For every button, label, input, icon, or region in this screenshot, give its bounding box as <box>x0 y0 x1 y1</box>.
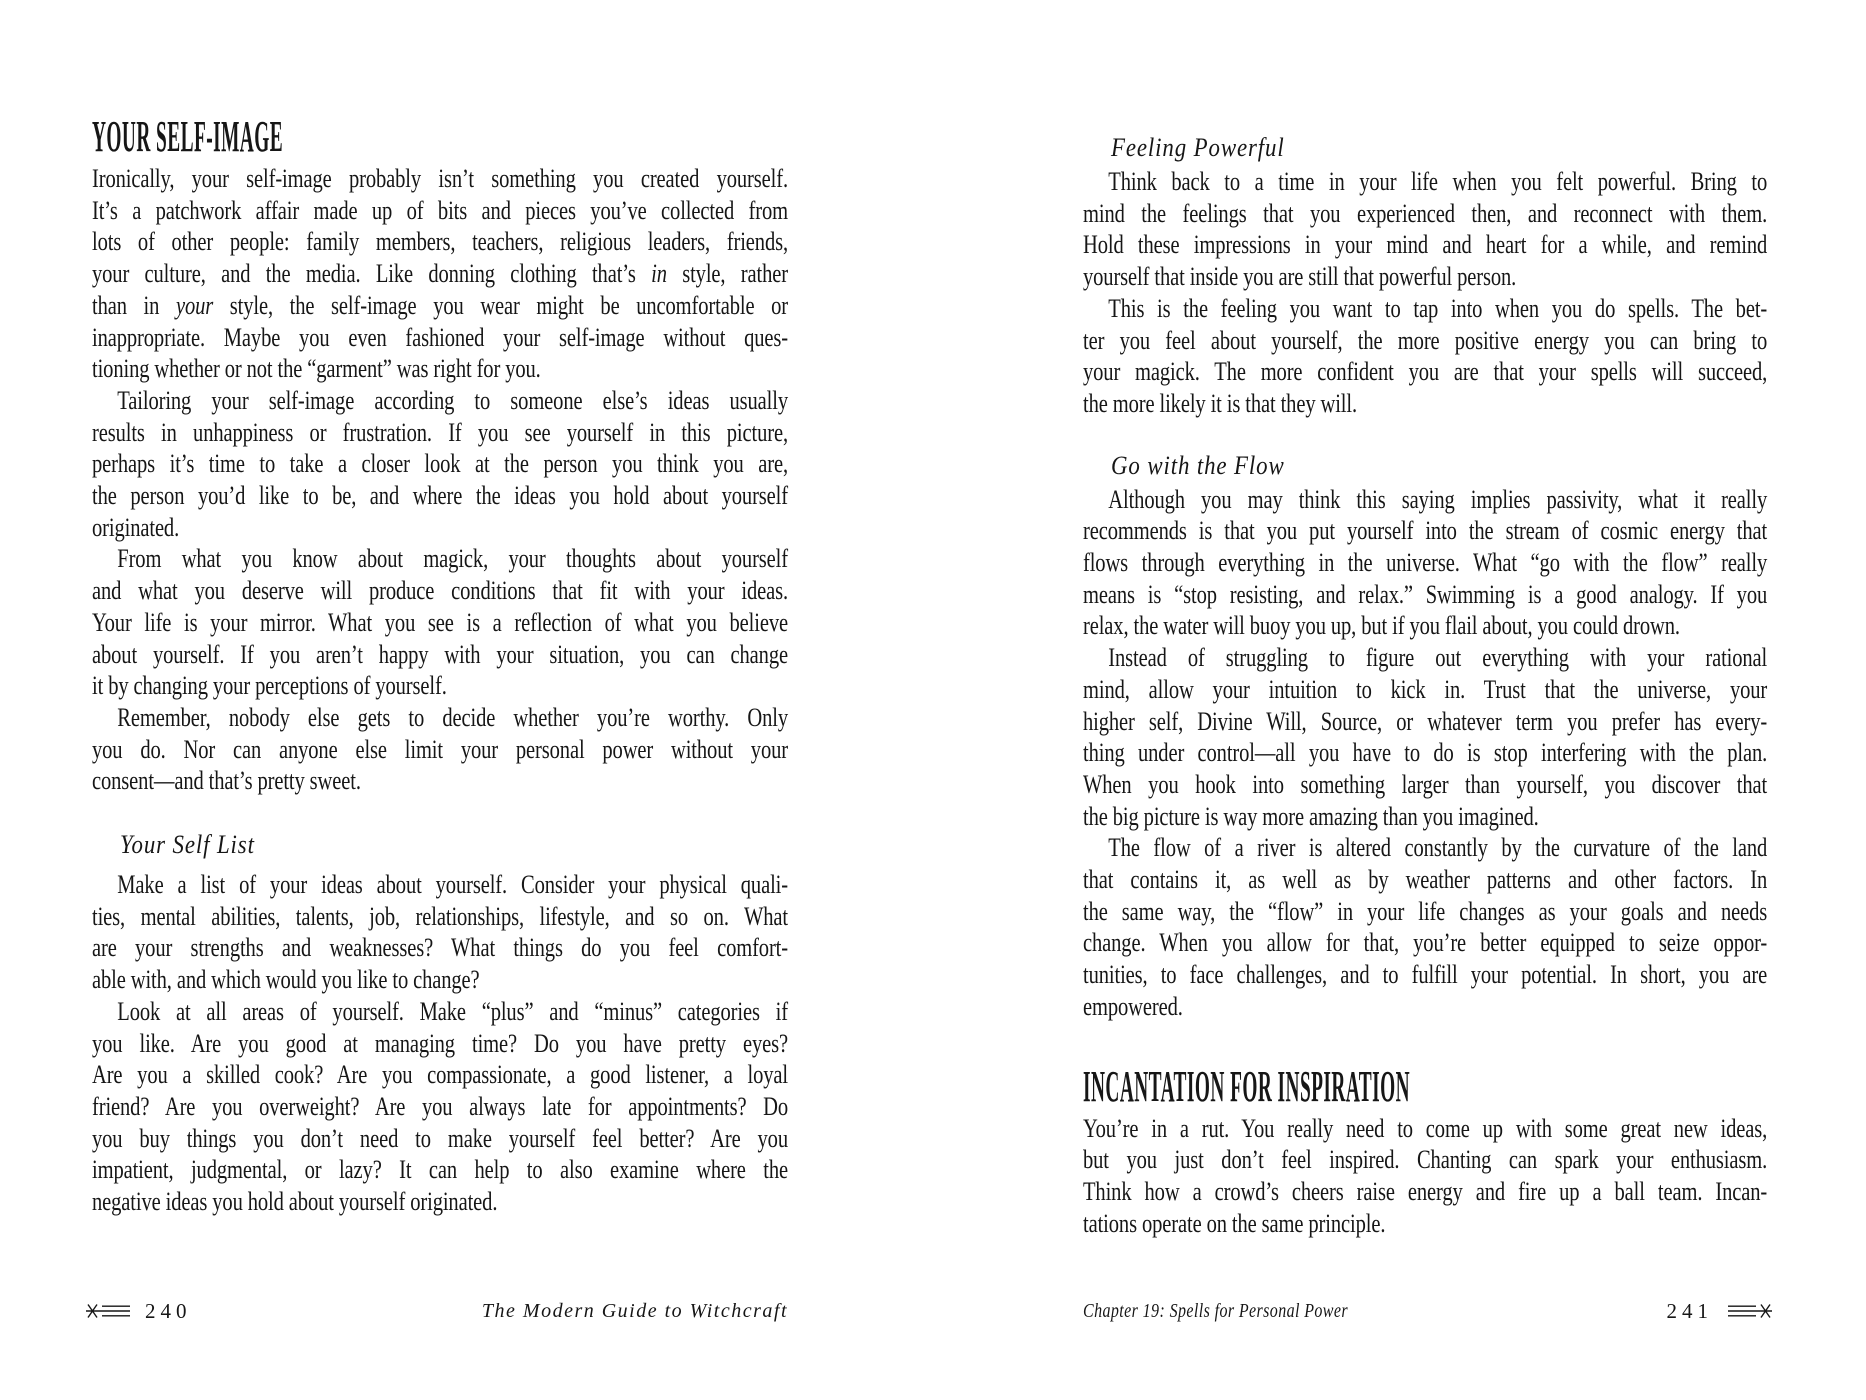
text-line: originated. <box>92 512 180 542</box>
paragraph <box>92 543 973 702</box>
text-line: The flow of a river is altered constantly by the curvature of the land <box>1108 833 1768 863</box>
text-line: thing under control—all you have to do is stop interfering with the plan. <box>1083 738 1768 768</box>
text-line: tations operate on the same principle. <box>1083 1208 1386 1238</box>
text-line: are your strengths and weaknesses? What things do you feel comfort- <box>92 933 788 963</box>
text-line: From what you know about magick, your thoughts about yourself <box>117 544 788 574</box>
text-line: tioning whether or not the “garment” was right for you. <box>92 354 541 384</box>
text-line: than in your style, the self-image you wear might be uncomfortable or <box>92 290 788 320</box>
text-line: Think how a crowd’s cheers raise energy and fire up a ball team. Incan- <box>1083 1176 1768 1206</box>
text-line: Tailoring your self-image according to someone else’s ideas usually <box>117 385 788 415</box>
text-line: Instead of struggling to figure out everything with your rational <box>1108 643 1768 673</box>
subsection-heading-feeling-powerful: Feeling Powerful <box>1111 133 1285 162</box>
text-line: empowered. <box>1083 991 1183 1021</box>
subsection-heading-go-with-the-flow: Go with the Flow <box>1111 450 1285 480</box>
text-line: perhaps it’s time to take a closer look at the person you think you are, <box>92 449 788 479</box>
text-line: change. When you allow for that, you’re better equipped to seize oppor- <box>1083 928 1768 958</box>
arrow-left-ornament-icon <box>85 1303 131 1319</box>
paragraph <box>1083 642 1866 832</box>
page-number-left: 240 <box>145 1298 192 1323</box>
paragraph <box>92 996 973 1218</box>
text-line: negative ideas you hold about yourself originated. <box>92 1187 498 1217</box>
paragraph <box>1083 166 1866 293</box>
right-page-footer <box>1083 1296 1773 1326</box>
paragraph <box>1083 832 1866 1022</box>
arrow-right-ornament-icon <box>1727 1303 1773 1319</box>
paragraph <box>92 385 973 544</box>
text-line: it by changing your perceptions of yourself. <box>92 671 447 701</box>
right-page <box>1083 0 1866 1296</box>
text-line: you like. Are you good at managing time? Do you have pretty eyes? <box>92 1028 788 1058</box>
left-page <box>92 0 973 1296</box>
text-line: results in unhappiness or frustration. If you see yourself in this picture, <box>92 417 788 447</box>
text-line: Think back to a time in your life when you felt powerful. Bring to <box>1108 167 1768 196</box>
text-line: impatient, judgmental, or lazy? It can help to also examine where the <box>92 1155 788 1185</box>
text-line: tunities, to face challenges, and to fulfill your potential. In short, you are <box>1083 960 1768 990</box>
left-page-footer <box>85 1296 788 1326</box>
text-line: means is “stop resisting, and relax.” Swimming is a good analogy. If you <box>1083 579 1768 609</box>
paragraph <box>1083 484 1866 643</box>
text-line: about yourself. If you aren’t happy with your situation, you can change <box>92 639 788 669</box>
text-line: friend? Are you overweight? Are you always late for appointments? Do <box>92 1091 788 1121</box>
text-line: the same way, the “flow” in your life changes as your goals and needs <box>1083 896 1768 926</box>
right-footer-group <box>1667 1299 1774 1324</box>
text-line: Hold these impressions in your mind and heart for a while, and remind <box>1083 230 1768 260</box>
text-line: yourself that inside you are still that powerful person. <box>1083 262 1517 292</box>
text-line: the big picture is way more amazing than you imagined. <box>1083 801 1539 831</box>
text-line: consent—and that’s pretty sweet. <box>92 766 361 796</box>
chapter-title: Chapter 19: Spells for Personal Power <box>1083 1299 1349 1322</box>
text-line: higher self, Divine Will, Source, or whatever term you prefer has every- <box>1083 706 1768 736</box>
text-line: Ironically, your self-image probably isn’t something you created yourself. <box>92 164 788 193</box>
paragraph <box>1083 293 1866 420</box>
text-line: Your life is your mirror. What you see is a reflection of what you believe <box>92 607 788 637</box>
text-line: Make a list of your ideas about yourself. Consider your physical quali- <box>117 870 788 900</box>
text-line: that contains it, as well as by weather patterns and other factors. In <box>1083 865 1768 895</box>
text-line: Are you a skilled cook? Are you compassionate, a good listener, a loyal <box>92 1060 788 1090</box>
paragraph <box>92 702 973 797</box>
text-line: able with, and which would you like to change? <box>92 965 480 995</box>
text-line: You’re in a rut. You really need to come up with some great new ideas, <box>1083 1113 1768 1143</box>
left-footer-group <box>85 1299 192 1324</box>
text-line: you buy things you don’t need to make yourself feel better? Are you <box>92 1123 788 1153</box>
text-line: you do. Nor can anyone else limit your personal power without your <box>92 734 788 764</box>
text-line: This is the feeling you want to tap into when you do spells. The bet- <box>1108 293 1768 323</box>
paragraph <box>92 869 973 996</box>
text-line: lots of other people: family members, teachers, religious leaders, friends, <box>92 227 788 257</box>
text-line: mind, allow your intuition to kick in. Trust that the universe, your <box>1083 674 1768 704</box>
text-line: the person you’d like to be, and where the ideas you hold about yourself <box>92 481 788 511</box>
paragraph <box>92 163 973 385</box>
text-line: the more likely it is that they will. <box>1083 388 1358 418</box>
text-line: flows through everything in the universe. What “go with the flow” really <box>1083 548 1768 578</box>
text-line: Remember, nobody else gets to decide whether you’re worthy. Only <box>117 702 788 732</box>
section-heading-your-self-image: YOUR SELF-IMAGE <box>92 112 284 161</box>
text-line: ter you feel about yourself, the more positive energy you can bring to <box>1083 325 1768 355</box>
text-line: It’s a patchwork affair made up of bits and pieces you’ve collected from <box>92 195 788 225</box>
text-line: your culture, and the media. Like donning clothing that’s in style, rather <box>92 259 788 289</box>
book-title: The Modern Guide to Witchcraft <box>481 1299 788 1322</box>
text-line: Although you may think this saying implies passivity, what it really <box>1108 484 1768 514</box>
text-line: mind the feelings that you experienced then, and reconnect with them. <box>1083 198 1768 228</box>
section-heading-incantation-for-inspiration: INCANTATION FOR INSPIRATION <box>1083 1061 1411 1111</box>
text-line: ties, mental abilities, talents, job, relationships, lifestyle, and so on. What <box>92 901 788 931</box>
paragraph <box>1083 1113 1866 1240</box>
text-line: recommends is that you put yourself into the stream of cosmic energy that <box>1083 516 1768 546</box>
text-line: your magick. The more confident you are that your spells will succeed, <box>1083 357 1768 387</box>
text-line: but you just don’t feel inspired. Chanting can spark your enthusiasm. <box>1083 1145 1768 1175</box>
text-line: Look at all areas of yourself. Make “plus” and “minus” categories if <box>117 996 788 1026</box>
text-line: and what you deserve will produce conditions that fit with your ideas. <box>92 576 788 606</box>
page-number-right: 241 <box>1666 1298 1713 1323</box>
text-line: inappropriate. Maybe you even fashioned your self-image without ques- <box>92 322 788 352</box>
text-line: relax, the water will buoy you up, but if you flail about, you could drown. <box>1083 611 1680 641</box>
text-line: When you hook into something larger than yourself, you discover that <box>1083 769 1768 799</box>
subsection-heading-your-self-list: Your Self List <box>120 830 255 860</box>
